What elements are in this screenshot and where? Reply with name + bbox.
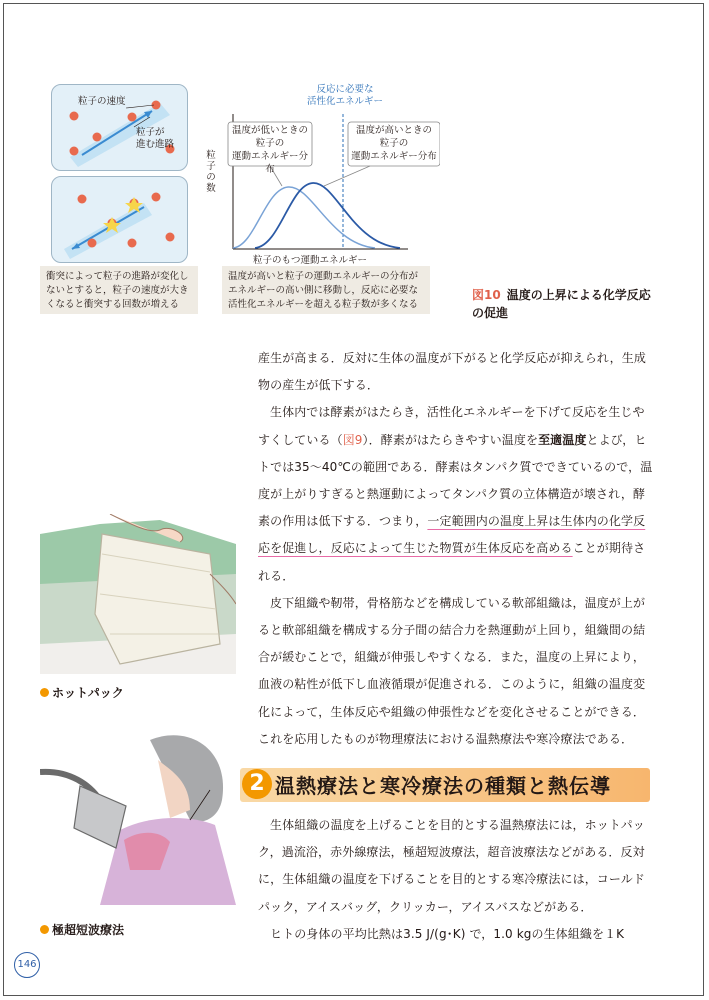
microwave-therapy-illustration xyxy=(40,730,236,905)
figure-title: 温度の上昇による化学反応 の促進 xyxy=(472,288,651,320)
p2-text-b: ）．酵素がはたらきやすい温度を xyxy=(362,432,539,447)
underlined-key-sentence: 一定範囲内の温度上昇は生体内の化学反応を促進し，反応によって生じた物質が生体反応を高める xyxy=(258,514,646,556)
body-text-top xyxy=(258,345,654,753)
p2-text-a: 生体内では酵素がはたらき，活性化エネルギーを下げて反応を生じやすくしている（ xyxy=(258,405,645,447)
figure-number: 図10 xyxy=(472,288,501,302)
y-axis-label: 粒 子 の 数 xyxy=(206,150,216,194)
page-number: 146 xyxy=(14,952,40,978)
bullet-dot xyxy=(40,688,49,697)
section-title: 温熱療法と寒冷療法の種類と熱伝導 xyxy=(275,774,611,798)
figure-caption xyxy=(472,286,651,322)
caption-right: 温度が高いと粒子の運動エネルギーの分布が エネルギーの高い側に移動し，反応に必要な 活性化エネルギーを超える粒子数が多くなる xyxy=(222,266,430,314)
microwave-label xyxy=(40,921,124,938)
paragraph-1: 産生が高まる．反対に生体の温度が下がると化学反応が抑えられ，生成物の産生が低下する． xyxy=(258,351,646,393)
high-temp-box-text: 温度が高いときの 粒子の 運動エネルギー分布 xyxy=(351,125,437,162)
particle-panel-top xyxy=(51,84,188,171)
hotpack-label xyxy=(40,684,124,701)
low-temp-box-text: 温度が低いときの 粒子の 運動エネルギー分布 xyxy=(231,125,308,175)
paragraph-4: 生体組織の温度を上げることを目的とする温熱療法には，ホットパック，過流浴，赤外線療法，極超短波療法，超音波療法などがある．反対に，生体組織の温度を下げることを目的とする寒冷療法には，コールドパック，アイスバッグ，クリッカー，アイスバスなどがある． xyxy=(258,818,645,914)
low-temperature-curve xyxy=(233,187,375,248)
label-particle-path: 粒子が 進む進路 xyxy=(136,127,175,150)
hotpack-illustration xyxy=(40,514,236,674)
hotpack-label-text: ホットパック xyxy=(52,686,124,700)
microwave-label-text: 極超短波療法 xyxy=(52,923,125,937)
body-text-bottom xyxy=(258,812,654,948)
paragraph-3: 皮下組織や靭帯，骨格筋などを構成している軟部組織は，温度が上がると軟部組織を構成する分子間の結合力を熱運動が上回り，組織間の結合が緩むことで，組織が伸張しやすくなる．また，温度の上昇により，血液の粘性が低下し血液循環が促進される．このように，組織の温度変化によって，生体反応や組織の伸張性などを変化させることができる．これを応用したものが物理療法における温熱療法や寒冷療法である． xyxy=(258,595,646,746)
section-number: 2 xyxy=(242,769,272,799)
caption-left: 衝突によって粒子の進路が変化し ないとすると，粒子の速度が大き くなると衝突する回数が増える xyxy=(40,266,198,314)
optimal-temperature-term: 至適温度 xyxy=(538,432,587,447)
p2-text-c: とよび，ヒトでは35〜40℃の範囲である．酵素はタンパク質でできているので，温度が上がりすぎると熱運動によってタンパク質の立体構造が壊され，酵素の作用は低下する．つまり， xyxy=(258,432,653,529)
label-particle-velocity: 粒子の速度 xyxy=(78,96,126,107)
p2-text-d: ことが期待される． xyxy=(258,541,646,583)
particle-diagram-bottom xyxy=(52,177,187,262)
particle-panel-bottom xyxy=(51,176,188,263)
x-axis-label: 粒子のもつ運動エネルギー xyxy=(253,255,368,266)
figure-9-reference: 図9 xyxy=(342,432,363,447)
bullet-dot xyxy=(40,925,49,934)
paragraph-2 xyxy=(258,399,654,589)
activation-energy-annotation: 反応に必要な 活性化エネルギー xyxy=(306,84,383,107)
paragraph-5: ヒトの身体の平均比熱は3.5 J/(g･K) で，1.0 kgの生体組織を１K xyxy=(270,926,625,941)
